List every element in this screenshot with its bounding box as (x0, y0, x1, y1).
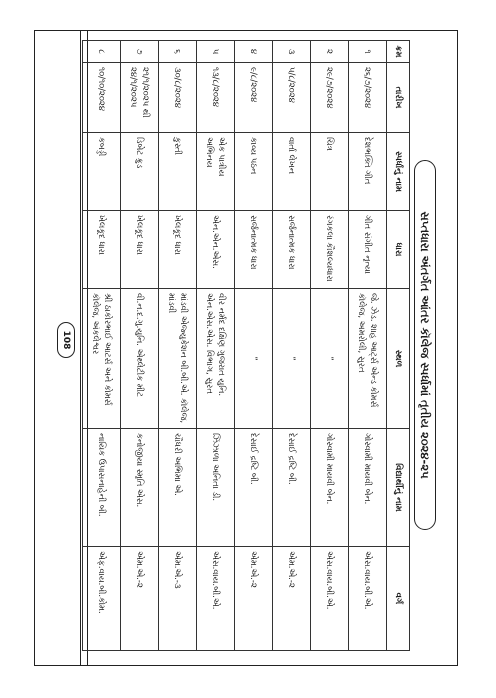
cell-stream: ખેલકૂદ ધારા (159, 211, 197, 289)
rotated-content (91, 40, 440, 650)
table-row (273, 41, 311, 651)
cell-stream: સર્જનાત્મક ધારા (235, 211, 273, 289)
cell-competition: કબડ્ડી (83, 133, 121, 211)
cell-sr: ૭ (121, 41, 159, 63)
cell-class: એમ.એ.-૩ (159, 547, 197, 651)
cell-venue: શ્રી ઠાકોરભાઈ આટર્સ અને કોમર્સ કૉલેજ, અંકલેશ્વર (83, 289, 121, 429)
cell-stream: ખેલકૂદ ધારા (121, 211, 159, 289)
cell-competition: દેશભક્તિ ગીત (349, 133, 387, 211)
cell-venue: ” (235, 289, 273, 429)
cell-student: ગોસ્વામી માયવી બેન. (349, 429, 387, 547)
table-row (121, 41, 159, 651)
cell-date: ૧૦/૧૦/૨૦૨૪ (83, 63, 121, 133)
table-row (197, 41, 235, 651)
cell-competition: કુસ્તી (159, 133, 197, 211)
cell-stream: એન.એન.એસ. (197, 211, 235, 289)
header-sr: ક્રમ (387, 41, 410, 63)
cell-student: ગોસ્વામી માયવી બેન. (311, 429, 349, 547)
cell-student: કનોજીયા સ્મૃતિ એસ. (121, 429, 159, 547)
cell-stream: સર્જનાત્મક ધારા (273, 211, 311, 289)
cell-stream: ગીત સંગીત નૃત્યા (349, 211, 387, 289)
cell-class: એસ.વાય.બી.એ. (311, 547, 349, 651)
cell-sr: ૩ (273, 41, 311, 63)
cell-class: એમ.એ.-૨ (121, 547, 159, 651)
cell-competition: વાર્તા લેખન (273, 133, 311, 211)
cell-class: એસ.વાય.બી.એ. (349, 547, 387, 651)
cell-date: ૨૬/૭/૨૦૨૪ (349, 63, 387, 133)
cell-sr: ૮ (83, 41, 121, 63)
cell-venue: વી.ન.દ.ગુ.યુનિ. એથ્લેટીક મીટ (121, 289, 159, 429)
table-row (159, 41, 197, 651)
header-class: વર્ગ (387, 547, 410, 651)
cell-student: ચૌધરી અભિમા એ. (159, 429, 197, 547)
header-stream: ધારા (387, 211, 410, 289)
cell-stream: ખેલકૂદ ધારા (83, 211, 121, 289)
results-table (82, 40, 410, 651)
cell-date: ૨૯/૭/૨૦૨૪ (311, 63, 349, 133)
cell-venue: ” (273, 289, 311, 429)
cell-class: એફ.વાય.બી.કોમ. (83, 547, 121, 651)
margin-rule-outer (80, 30, 81, 666)
cell-venue: વીર નર્મદ દક્ષિણ ગુજરાત યુનિ. એન.એસ.એસ. વિભાગ, સુરત (197, 289, 235, 429)
page-number: 108 (57, 322, 75, 358)
cell-date: ૧૩/૮/૨૦૨૪ (197, 63, 235, 133)
cell-competition: ડિબેટ ક્રુડ (121, 133, 159, 211)
cell-sr: ૬ (159, 41, 197, 63)
table-row (349, 41, 387, 651)
cell-venue: ” (311, 289, 349, 429)
cell-venue: જે. ઝેડ. શાહ આર્ટ્સ એન્ડ કોમર્સ કૉલેજ, અમરોલી, સુરત (349, 289, 387, 429)
table-header-row (387, 41, 410, 651)
cell-date: ૫/૮/૨૦૨૪ (273, 63, 311, 133)
table-row (235, 41, 273, 651)
cell-student: દેસાઈ દ્રષ્ટિ બી. (235, 429, 273, 547)
cell-date: ૩૦/૮/૨૦૨૪ (159, 63, 197, 133)
header-venue: સ્થળ (387, 289, 410, 429)
header-competition: સ્પર્ધાનું નામ (387, 133, 410, 211)
cell-class: એમ.એ.-૨ (235, 547, 273, 651)
header-student: વિદ્યાર્થીનું નામ (387, 429, 410, 547)
table-row (83, 41, 121, 651)
cell-sr: ૧ (349, 41, 387, 63)
table-row (311, 41, 349, 651)
cell-competition: કાવ્ય પઠન (235, 133, 273, 211)
header-date: તારીખ (387, 63, 410, 133)
cell-competition: ચિત્ર (311, 133, 349, 211)
cell-sr: ૨ (311, 41, 349, 63)
cell-date: ૨૧/૧/૨૦૨૫ થી ૨૪/૧/૨૦૨૫ (121, 63, 159, 133)
cell-student: ઝિંઝાળા અનિતા ડી. (197, 429, 235, 547)
page-title: સપ્તધારા અંતર્ગત આંતર કૉલેજ સ્પર્ધામાં તૃતીય ૨૦૨૪-૨૫ (414, 160, 436, 530)
cell-class: એમ.એ.-૨ (273, 547, 311, 651)
cell-competition: એક પાત્રીય અભિનય (197, 133, 235, 211)
cell-student: દેસાઈ દ્રષ્ટિ બી. (273, 429, 311, 547)
cell-class: એસ.વાય.બી.એ. (197, 547, 235, 651)
cell-stream: રંગકલા કૌશલ્યધારા (311, 211, 349, 289)
cell-venue: માંડવી એજ્યુકેશન બી.બી.એ. કૉલેજ, માંડવી (159, 289, 197, 429)
cell-sr: ૪ (235, 41, 273, 63)
cell-date: ૯/૮/૨૦૨૪ (235, 63, 273, 133)
cell-sr: ૫ (197, 41, 235, 63)
cell-student: નાયિક ઉપાસનાહેની બી. (83, 429, 121, 547)
